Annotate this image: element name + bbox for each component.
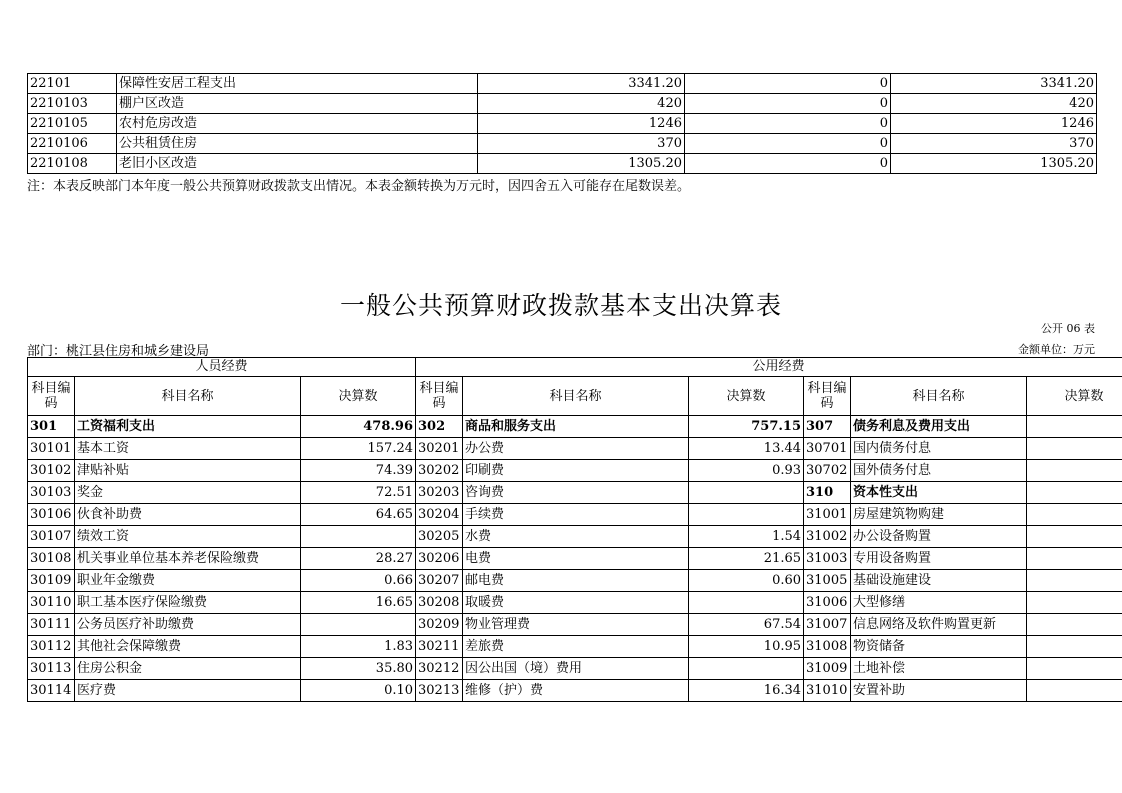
amount-cell: 478.96 [301,416,416,438]
subject-name: 办公设备购置 [851,526,1027,548]
subject-name: 安置补助 [851,680,1027,702]
amount-cell [1027,570,1122,592]
amount-cell [1027,460,1122,482]
subject-code: 30101 [28,438,75,460]
subject-code: 30106 [28,504,75,526]
amount-cell: 370 [891,134,1097,154]
amount-cell: 28.27 [301,548,416,570]
page-title: 一般公共预算财政拨款基本支出决算表 [339,291,782,320]
col-header-name: 科目名称 [851,377,1027,416]
subject-name: 维修（护）费 [463,680,689,702]
subject-name: 基础设施建设 [851,570,1027,592]
subject-name: 资本性支出 [851,482,1027,504]
table-row [28,460,1122,482]
amount-cell [1027,504,1122,526]
amount-cell: 13.44 [689,438,804,460]
amount-cell: 3341.20 [891,74,1097,94]
amount-cell: 1305.20 [891,154,1097,174]
subject-code: 30109 [28,570,75,592]
subject-code: 30102 [28,460,75,482]
subject-name: 基本工资 [75,438,301,460]
subject-code: 31003 [804,548,851,570]
subject-name: 工资福利支出 [75,416,301,438]
amount-cell: 0.66 [301,570,416,592]
subject-code: 30107 [28,526,75,548]
amount-cell: 0 [685,114,891,134]
subject-name: 咨询费 [463,482,689,504]
amount-cell [1027,526,1122,548]
subject-code: 30204 [416,504,463,526]
subject-name: 印刷费 [463,460,689,482]
amount-cell [301,614,416,636]
subject-code: 31002 [804,526,851,548]
subject-code: 31005 [804,570,851,592]
table-row [28,614,1122,636]
amount-cell [1027,680,1122,702]
subject-name: 职工基本医疗保险缴费 [75,592,301,614]
amount-cell: 16.65 [301,592,416,614]
subject-code: 30103 [28,482,75,504]
subject-code: 301 [28,416,75,438]
subject-code: 2210108 [28,154,117,174]
amount-cell: 1.54 [689,526,804,548]
amount-cell: 35.80 [301,658,416,680]
subject-name: 差旅费 [463,636,689,658]
col-header-amount: 决算数 [689,377,804,416]
subject-code: 2210103 [28,94,117,114]
subject-name: 奖金 [75,482,301,504]
table-row [28,482,1122,504]
subject-name: 公务员医疗补助缴费 [75,614,301,636]
subject-code: 30206 [416,548,463,570]
table-row [28,548,1122,570]
subject-name: 老旧小区改造 [117,154,478,174]
col-header-name: 科目名称 [463,377,689,416]
amount-cell: 67.54 [689,614,804,636]
col-header-name: 科目名称 [75,377,301,416]
subject-code: 30209 [416,614,463,636]
subject-code: 2210106 [28,134,117,154]
amount-cell: 1246 [891,114,1097,134]
subject-name: 其他社会保障缴费 [75,636,301,658]
table-row [28,114,1097,134]
amount-cell [1027,438,1122,460]
amount-cell: 10.95 [689,636,804,658]
amount-cell [1027,636,1122,658]
subject-code: 31007 [804,614,851,636]
subject-code: 30113 [28,658,75,680]
amount-cell: 420 [891,94,1097,114]
subject-name: 国内债务付息 [851,438,1027,460]
amount-cell: 21.65 [689,548,804,570]
subject-name: 住房公积金 [75,658,301,680]
subject-code: 31008 [804,636,851,658]
group-header-personnel: 人员经费 [28,358,416,377]
top-expenditure-table [27,73,1097,174]
subject-name: 房屋建筑物购建 [851,504,1027,526]
table-row [28,658,1122,680]
subject-name: 信息网络及软件购置更新 [851,614,1027,636]
amount-cell: 0 [685,134,891,154]
amount-cell: 72.51 [301,482,416,504]
subject-code: 30205 [416,526,463,548]
subject-name: 取暖费 [463,592,689,614]
subject-code: 30701 [804,438,851,460]
subject-name: 商品和服务支出 [463,416,689,438]
amount-cell: 16.34 [689,680,804,702]
col-header-code: 科目编码 [28,377,75,416]
subject-code: 30213 [416,680,463,702]
table-row [28,636,1122,658]
amount-cell: 1.83 [301,636,416,658]
subject-name: 邮电费 [463,570,689,592]
subject-name: 津贴补贴 [75,460,301,482]
form-number: 公开 06 表 [1041,322,1095,335]
subject-code: 31006 [804,592,851,614]
subject-code: 31010 [804,680,851,702]
subject-name: 棚户区改造 [117,94,478,114]
amount-cell [1027,614,1122,636]
subject-name: 机关事业单位基本养老保险缴费 [75,548,301,570]
subject-name: 公共租赁住房 [117,134,478,154]
amount-cell [1027,482,1122,504]
amount-cell: 1305.20 [478,154,685,174]
table-row [28,526,1122,548]
subject-name: 电费 [463,548,689,570]
subject-code: 2210105 [28,114,117,134]
amount-cell [689,658,804,680]
subject-name: 债务利息及费用支出 [851,416,1027,438]
table-row [28,570,1122,592]
amount-cell: 3341.20 [478,74,685,94]
table-row [28,74,1097,94]
amount-cell: 0 [685,74,891,94]
amount-cell [1027,416,1122,438]
subject-code: 31009 [804,658,851,680]
subject-code: 30203 [416,482,463,504]
amount-cell: 64.65 [301,504,416,526]
col-header-amount: 决算数 [301,377,416,416]
table-row [28,94,1097,114]
subject-name: 大型修缮 [851,592,1027,614]
amount-cell [1027,592,1122,614]
amount-cell [689,504,804,526]
amount-cell: 420 [478,94,685,114]
amount-cell: 370 [478,134,685,154]
amount-cell [689,482,804,504]
subject-code: 30702 [804,460,851,482]
table-row [28,680,1122,702]
table-row [28,154,1097,174]
amount-cell: 757.15 [689,416,804,438]
subject-code: 30114 [28,680,75,702]
subject-code: 30201 [416,438,463,460]
group-header-public: 公用经费 [416,358,1122,377]
subject-name: 物资储备 [851,636,1027,658]
table-note: 注：本表反映部门本年度一般公共预算财政拨款支出情况。本表金额转换为万元时，因四舍五入可能存在尾数误差。 [27,179,691,194]
subject-name: 办公费 [463,438,689,460]
col-header-amount: 决算数 [1027,377,1122,416]
amount-cell: 157.24 [301,438,416,460]
subject-code: 310 [804,482,851,504]
amount-cell: 0.60 [689,570,804,592]
subject-name: 手续费 [463,504,689,526]
col-header-code: 科目编码 [804,377,851,416]
subject-name: 水费 [463,526,689,548]
amount-cell: 0.93 [689,460,804,482]
col-header-code: 科目编码 [416,377,463,416]
subject-code: 30212 [416,658,463,680]
subject-name: 因公出国（境）费用 [463,658,689,680]
amount-cell: 1246 [478,114,685,134]
amount-cell [301,526,416,548]
subject-code: 30211 [416,636,463,658]
subject-code: 30111 [28,614,75,636]
amount-cell: 0 [685,94,891,114]
table-row [28,504,1122,526]
amount-cell [1027,548,1122,570]
subject-name: 保障性安居工程支出 [117,74,478,94]
subject-code: 30108 [28,548,75,570]
subject-code: 30112 [28,636,75,658]
unit-label: 金额单位：万元 [1018,343,1095,356]
subject-name: 土地补偿 [851,658,1027,680]
subject-name: 职业年金缴费 [75,570,301,592]
basic-expenditure-table [27,357,1122,702]
subject-name: 专用设备购置 [851,548,1027,570]
subject-code: 30207 [416,570,463,592]
table-row [28,592,1122,614]
subject-name: 绩效工资 [75,526,301,548]
subject-name: 国外债务付息 [851,460,1027,482]
amount-cell: 0 [685,154,891,174]
subject-code: 30208 [416,592,463,614]
subject-code: 302 [416,416,463,438]
subject-name: 伙食补助费 [75,504,301,526]
subject-name: 农村危房改造 [117,114,478,134]
department-label: 部门：桃江县住房和城乡建设局 [27,344,210,359]
subject-name: 医疗费 [75,680,301,702]
amount-cell [1027,658,1122,680]
subject-code: 30202 [416,460,463,482]
subject-code: 31001 [804,504,851,526]
table-row [28,134,1097,154]
amount-cell [689,592,804,614]
amount-cell: 0.10 [301,680,416,702]
subject-code: 30110 [28,592,75,614]
subject-code: 22101 [28,74,117,94]
table-row [28,416,1122,438]
subject-code: 307 [804,416,851,438]
subject-name: 物业管理费 [463,614,689,636]
amount-cell: 74.39 [301,460,416,482]
table-row [28,438,1122,460]
